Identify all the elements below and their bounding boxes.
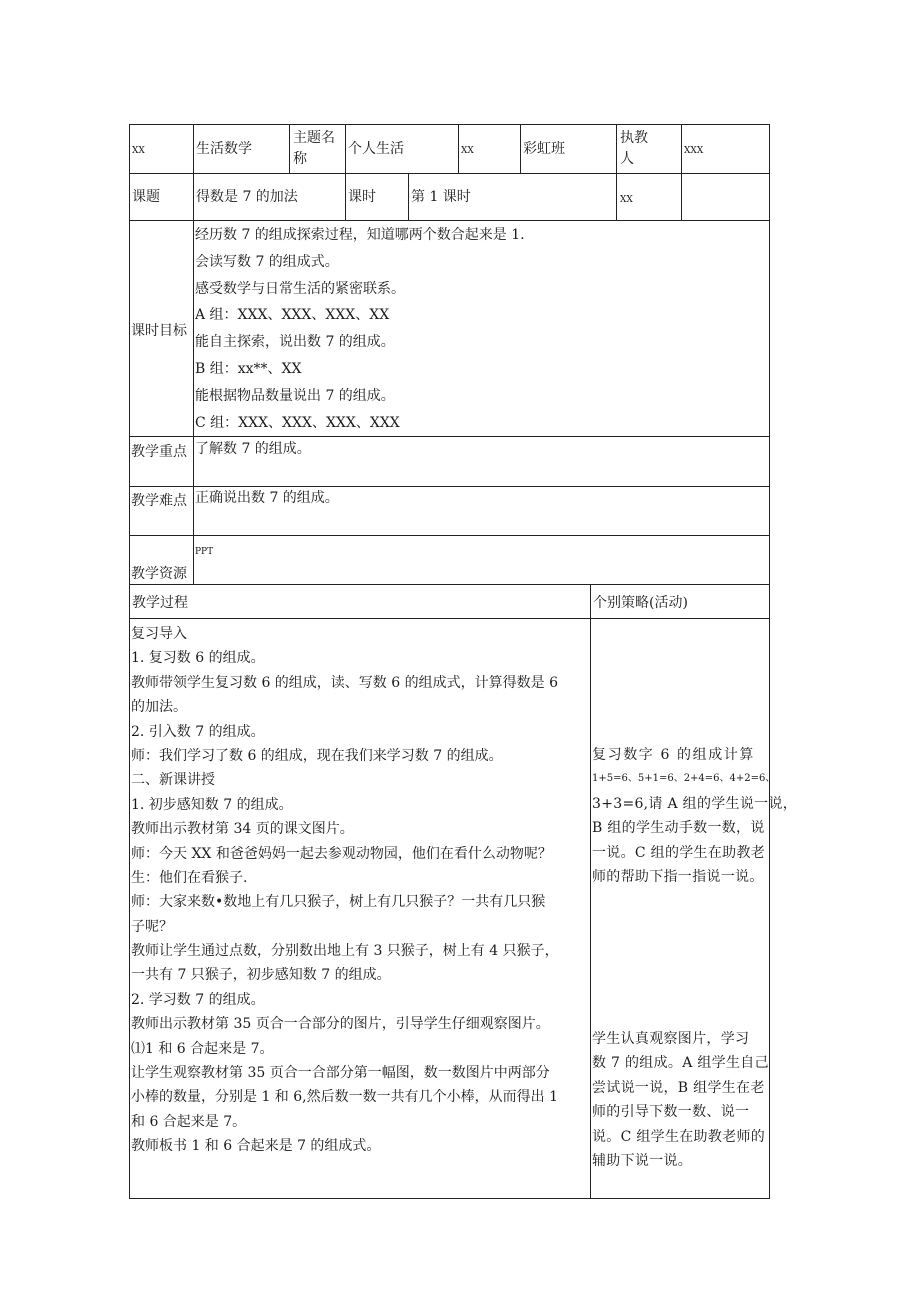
subject-name: 生活数学 [196, 141, 252, 157]
strategy-line: 数 7 的组成。A 组学生自己 [592, 1055, 769, 1072]
objective-line: 感受数学与日常生活的紧密联系。 [195, 280, 405, 297]
process-line: 复习导入 [131, 626, 187, 642]
theme-value: 个人生活 [348, 141, 404, 157]
header-code-3: XX [620, 195, 633, 205]
strategy-label: 个别策略(活动) [593, 595, 688, 611]
row-line-top [129, 124, 770, 125]
process-line: 1. 复习数 6 的组成。 [131, 650, 265, 667]
strategy-line: 说。C 组学生在助教老师的 [592, 1128, 766, 1145]
header-code: XX [132, 146, 145, 156]
process-body [131, 622, 559, 1159]
col-line-b [289, 124, 290, 173]
process-label: 教学过程 [132, 595, 188, 611]
objective-line: 会读写数 7 的组成式。 [195, 253, 339, 270]
process-line: 师：今天 XX 和爸爸妈妈一起去参观动物园，他们在看什么动物呢？ [131, 845, 552, 862]
strategy-line: 学生认真观察图片，学习 [592, 1031, 750, 1047]
theme-label-line1: 主题名 [293, 130, 335, 146]
resources-label: 教学资源 [131, 566, 187, 582]
process-line: 2. 学习数 7 的组成。 [131, 991, 265, 1008]
resources-text: PPT [195, 547, 214, 557]
row-line-7 [129, 618, 770, 619]
row-line-5 [129, 535, 770, 536]
col-line-right [769, 124, 770, 1199]
process-line: 师：大家来数•数地上有几只猴子，树上有几只猴子？一共有几只猴 [131, 894, 546, 911]
strategy-line: 师的引导下数一数、说一 [592, 1104, 750, 1121]
row-line-2 [129, 220, 770, 221]
period-value: 第 1 课时 [411, 189, 471, 205]
theme-label-line2: 称 [293, 151, 307, 167]
row-line-4 [129, 486, 770, 487]
process-line: 让学生观察教材第 35 页合一合部分第一幅图，数一数图片中两部分 [131, 1065, 550, 1082]
strategy-line: 3+3=6,请 A 组的学生说一说， [592, 795, 798, 812]
process-line: 教师让学生通过点数，分别数出地上有 3 只猴子，树上有 4 只猴子， [131, 943, 559, 960]
objective-line: C 组：XXX、XXX、XXX、XXX [195, 414, 400, 431]
col-line-a [193, 124, 194, 585]
process-line: 师：我们学习了数 6 的组成，现在我们来学习数 7 的组成。 [131, 747, 503, 764]
process-line: 教师出示教材第 34 页的课文图片。 [131, 821, 354, 838]
lesson-title: 得数是 7 的加法 [196, 189, 298, 205]
strategy-block-1 [592, 743, 797, 889]
objectives-list [195, 222, 769, 434]
process-line: ⑴1 和 6 合起来是 7。 [131, 1040, 274, 1057]
process-line: 教师出示教材第 35 页合一合部分的图片，引导学生仔细观察图片。 [131, 1016, 550, 1033]
objective-line: B 组：xx**、XX [195, 360, 302, 377]
process-line: 小棒的数量，分别是 1 和 6,然后数一数一共有几个小棒，从而得出 1 [131, 1089, 558, 1106]
col-line-f [520, 124, 521, 173]
difficulty-text: 正确说出数 7 的组成。 [195, 490, 339, 506]
row-line-6 [129, 584, 770, 585]
teacher-label-line2: 人 [620, 151, 634, 167]
objective-line: 能自主探索，说出数 7 的组成。 [195, 334, 395, 351]
strategy-line: B 组的学生动手数一数，说 [592, 820, 765, 837]
process-line: 子呢？ [131, 918, 173, 935]
process-line: 教师板书 1 和 6 合起来是 7 的组成式。 [131, 1138, 381, 1155]
row-line-1 [129, 173, 770, 174]
lesson-title-label: 课题 [132, 189, 160, 205]
process-line: 教师带领学生复习数 6 的组成，读、写数 6 的组成式，计算得数是 6 [131, 674, 558, 691]
process-line: 的加法。 [131, 699, 187, 716]
class-name: 彩虹班 [523, 141, 565, 157]
row-line-3 [129, 436, 770, 437]
key-points-label: 教学重点 [131, 444, 187, 460]
col-line-h [681, 124, 682, 220]
header-code-2: XX [461, 146, 474, 156]
strategy-line: 1+5=6、5+1=6、2+4=6、4+2=6、 [592, 773, 776, 785]
col-line-c [345, 124, 346, 220]
period-label: 课时 [348, 189, 376, 205]
teacher-name: XXX [684, 146, 704, 156]
process-line: 1. 初步感知数 7 的组成。 [131, 796, 293, 813]
strategy-block-2 [592, 1027, 769, 1173]
strategy-line: 复习数字 6 的组成计算 [592, 747, 756, 763]
process-line: 2. 引入数 7 的组成。 [131, 723, 265, 740]
difficulty-label: 教学难点 [131, 493, 187, 509]
col-line-process [590, 584, 591, 1199]
process-line: 二、新课讲授 [131, 772, 215, 789]
process-line: 和 6 合起来是 7。 [131, 1113, 247, 1130]
row-line-bottom [129, 1198, 770, 1199]
strategy-line: 辅助下说一说。 [592, 1152, 693, 1169]
col-line-left [129, 124, 130, 1199]
col-line-d [408, 173, 409, 220]
objective-line: 能根据物品数量说出 7 的组成。 [195, 387, 395, 404]
strategy-line: 一说。C 组的学生在助教老 [592, 844, 766, 861]
key-points-text: 了解数 7 的组成。 [195, 441, 311, 457]
strategy-line: 师的帮助下指一指说一说。 [592, 868, 764, 885]
strategy-line: 尝试说一说，B 组学生在老 [592, 1079, 765, 1096]
col-line-g [616, 124, 617, 220]
objective-line: A 组：XXX、XXX、XXX、XX [195, 307, 390, 324]
teacher-label-line1: 执教 [620, 130, 648, 146]
process-line: 一共有 7 只猴子，初步感知数 7 的组成。 [131, 967, 391, 984]
col-line-e [458, 124, 459, 173]
objective-line: 经历数 7 的组成探索过程，知道哪两个数合起来是 1. [195, 227, 525, 243]
process-line: 生：他们在看猴子. [131, 869, 248, 886]
objectives-label: 课时目标 [131, 323, 187, 339]
